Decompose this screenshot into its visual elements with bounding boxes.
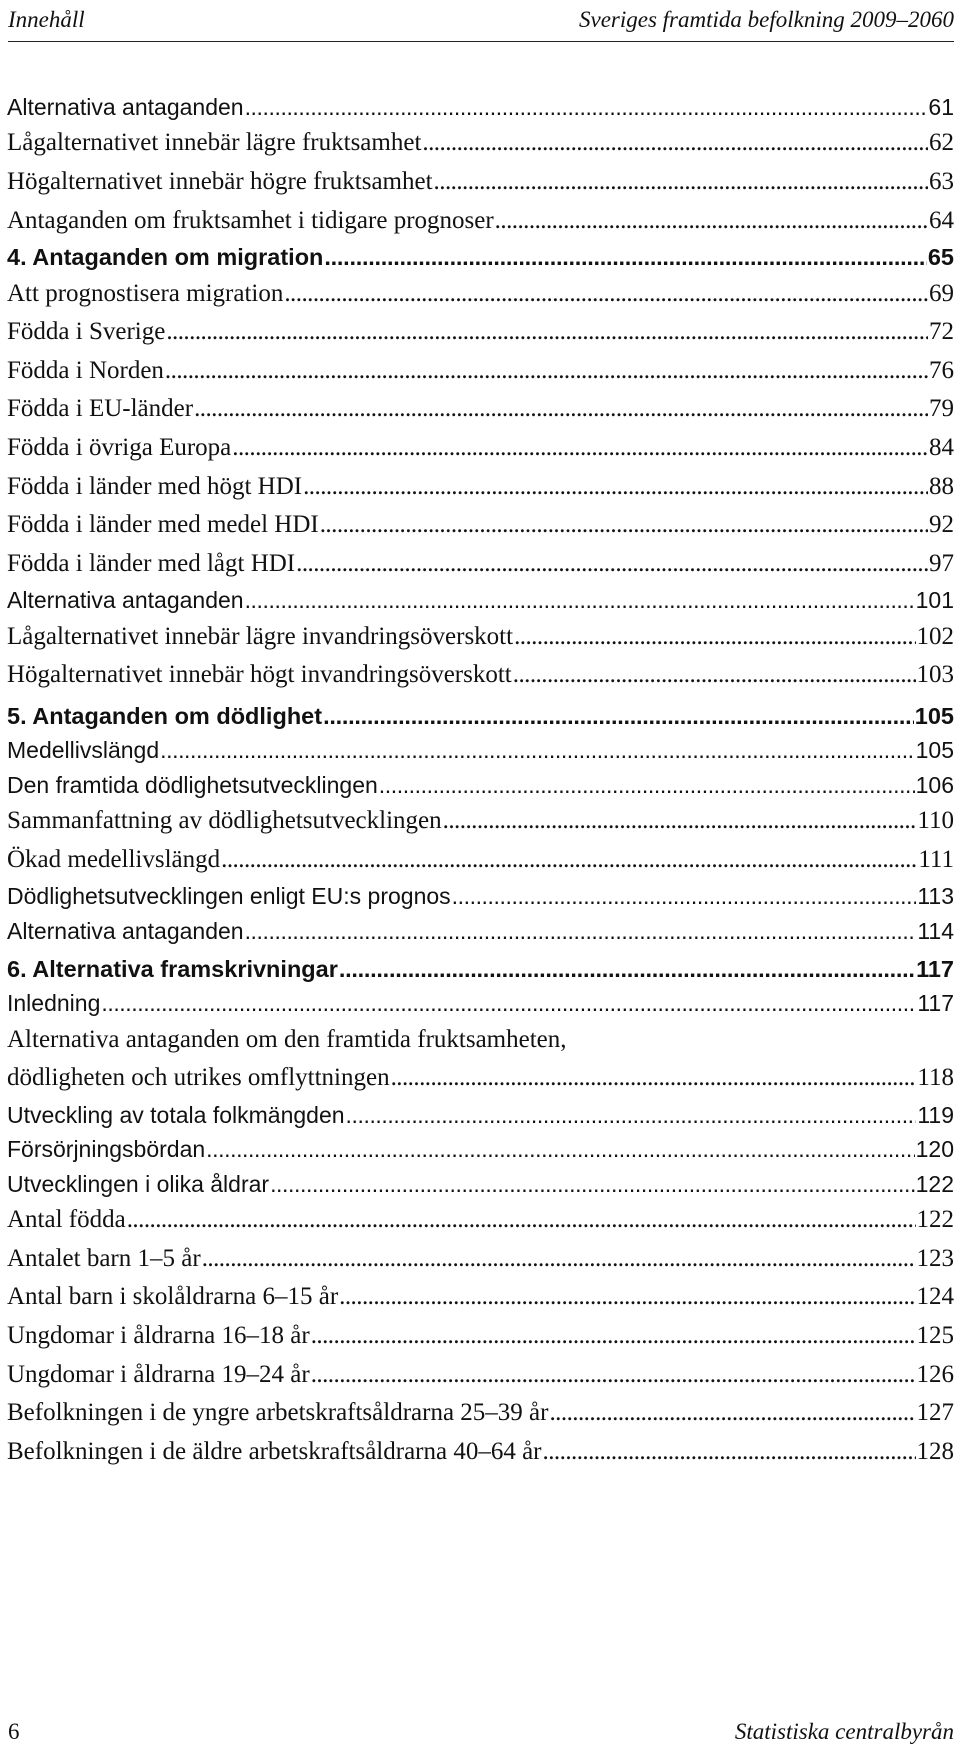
toc-entry-title: Alternativa antaganden <box>7 917 244 944</box>
dot-leader <box>549 1394 915 1433</box>
toc-entry-title: Försörjningsbördan <box>7 1136 206 1163</box>
dot-leader <box>379 768 915 802</box>
toc-entry-title: Lågalternativet innebär lägre fruktsamhet <box>7 129 422 157</box>
header-section-title: Innehåll <box>8 7 85 32</box>
toc-entry-title: Utveckling av totala folkmängden <box>7 1102 345 1128</box>
toc-page-number: 88 <box>929 472 954 500</box>
toc-entry[interactable] <box>7 352 954 391</box>
header-divider <box>8 41 954 42</box>
toc-entry-title: Att prognostisera migration <box>7 279 284 307</box>
toc-page-number: 118 <box>917 1064 954 1092</box>
toc-entry[interactable] <box>7 802 954 841</box>
toc-entry[interactable] <box>7 986 954 1020</box>
toc-page-number: 120 <box>915 1136 954 1163</box>
running-footer <box>8 1712 954 1752</box>
toc-entry[interactable] <box>7 1201 954 1240</box>
dot-leader <box>206 1132 914 1166</box>
toc-page-number: 126 <box>916 1360 954 1388</box>
dot-leader <box>311 1317 916 1356</box>
toc-entry-title: Utvecklingen i olika åldrar <box>7 1170 270 1197</box>
toc-entry[interactable] <box>7 163 954 202</box>
toc-entry-title: Födda i länder med högt HDI <box>7 472 303 500</box>
toc-entry-title: Lågalternativet innebär lägre invandringsöverskott <box>7 622 514 650</box>
toc-page-number: 105 <box>914 702 954 729</box>
dot-leader <box>346 1098 917 1132</box>
toc-page-number: 72 <box>929 318 954 346</box>
toc-page-number: 124 <box>916 1283 954 1311</box>
toc-entry[interactable] <box>7 429 954 468</box>
toc-entry-title: Födda i länder med lågt HDI <box>7 549 296 577</box>
toc-page-number: 105 <box>915 737 954 764</box>
toc-entry[interactable] <box>7 768 954 802</box>
footer-publisher: Statistiska centralbyrån <box>734 1719 954 1744</box>
running-header <box>8 0 954 40</box>
toc-page-number: 123 <box>916 1244 954 1272</box>
dot-leader <box>303 468 928 507</box>
toc-entry[interactable] <box>7 656 954 695</box>
toc-entry-title: Ökad medellivslängd <box>7 845 221 873</box>
dot-leader <box>296 545 928 584</box>
header-publication-title: Sveriges framtida befolkning 2009–2060 <box>579 7 954 32</box>
toc-entry[interactable] <box>7 124 954 163</box>
dot-leader <box>514 618 915 657</box>
toc-entry[interactable] <box>7 390 954 429</box>
toc-entry-title: Dödlighetsutvecklingen enligt EU:s prognos <box>7 883 451 910</box>
dot-leader <box>513 656 916 695</box>
toc-entry[interactable] <box>7 1240 954 1279</box>
toc-entry[interactable] <box>7 1278 954 1317</box>
toc-entry[interactable] <box>7 202 954 241</box>
dot-leader <box>221 841 917 880</box>
dot-leader <box>284 275 928 314</box>
toc-entry-title: Befolkningen i de äldre arbetskraftsåldrarna 40–64 år <box>7 1437 542 1465</box>
toc-page-number: 117 <box>916 956 954 983</box>
dot-leader <box>245 914 917 948</box>
toc-entry[interactable] <box>7 841 954 880</box>
toc-entry-title: Alternativa antaganden <box>7 587 244 614</box>
dot-leader <box>543 1433 916 1472</box>
dot-leader <box>323 699 914 733</box>
toc-entry-title: Den framtida dödlighetsutvecklingen <box>7 771 378 798</box>
toc-entry[interactable] <box>7 90 954 124</box>
footer-page-number: 6 <box>8 1719 20 1744</box>
toc-entry-continuation <box>7 1059 954 1098</box>
toc-entry-multiline[interactable] <box>7 1021 954 1098</box>
toc-page-number: 110 <box>917 807 954 835</box>
toc-page-number: 63 <box>929 167 954 195</box>
toc-page-number: 117 <box>917 990 954 1017</box>
dot-leader <box>270 1167 915 1201</box>
toc-page-number: 127 <box>916 1399 954 1427</box>
dot-leader <box>339 952 915 986</box>
dot-leader <box>166 313 928 352</box>
toc-chapter-entry[interactable] <box>7 240 954 274</box>
toc-page-number: 62 <box>929 129 954 157</box>
toc-page-number: 128 <box>916 1437 954 1465</box>
toc-entry-title: Ungdomar i åldrarna 19–24 år <box>7 1360 310 1388</box>
toc-entry-title: Alternativa antaganden <box>7 94 244 120</box>
dot-leader <box>320 506 928 545</box>
toc-entry-title: Antal barn i skolåldrarna 6–15 år <box>7 1283 339 1311</box>
toc-entry-title: Medellivslängd <box>7 737 160 764</box>
toc-page-number: 69 <box>929 279 954 307</box>
dot-leader <box>160 733 914 767</box>
toc-entry[interactable] <box>7 313 954 352</box>
toc-page-number: 84 <box>929 433 954 461</box>
toc-page-number: 79 <box>929 395 954 423</box>
toc-entry-title-line1: Alternativa antaganden om den framtida fruktsamheten, <box>7 1025 567 1053</box>
toc-entry[interactable] <box>7 468 954 507</box>
toc-entry[interactable] <box>7 583 954 617</box>
toc-entry-title: Befolkningen i de yngre arbetskraftsåldrarna 25–39 år <box>7 1399 549 1427</box>
toc-entry-title: Födda i EU-länder <box>7 395 194 423</box>
toc-entry-title: Antalet barn 1–5 år <box>7 1244 201 1272</box>
dot-leader <box>194 390 928 429</box>
toc-entry-title: Högalternativet innebär högre fruktsamhet <box>7 167 433 195</box>
toc-entry[interactable] <box>7 1167 954 1201</box>
dot-leader <box>101 986 916 1020</box>
dot-leader <box>339 1278 915 1317</box>
toc-entry[interactable] <box>7 1356 954 1395</box>
toc-page-number: 64 <box>929 206 954 234</box>
toc-page-number: 76 <box>929 356 954 384</box>
toc-page-number: 122 <box>915 1170 954 1197</box>
toc-entry[interactable] <box>7 733 954 767</box>
toc-entry[interactable] <box>7 1098 954 1132</box>
toc-page-number: 111 <box>918 845 954 873</box>
dot-leader <box>324 240 926 274</box>
toc-entry[interactable] <box>7 275 954 314</box>
toc-entry-title: Inledning <box>7 990 101 1017</box>
toc-entry-title: Antal födda <box>7 1206 126 1234</box>
toc-entry-title-line2: dödligheten och utrikes omflyttningen <box>7 1064 390 1092</box>
dot-leader <box>165 352 928 391</box>
table-of-contents <box>7 90 954 1471</box>
toc-entry-title: Födda i Sverige <box>7 318 166 346</box>
toc-page-number: 97 <box>929 549 954 577</box>
toc-chapter-entry[interactable] <box>7 699 954 733</box>
toc-chapter-title: 5. Antaganden om dödlighet <box>7 702 323 729</box>
toc-page-number: 92 <box>929 511 954 539</box>
toc-entry[interactable] <box>7 879 954 913</box>
toc-page-number: 113 <box>917 883 954 910</box>
dot-leader <box>245 90 928 124</box>
dot-leader <box>495 202 928 241</box>
toc-chapter-title: 4. Antaganden om migration <box>7 244 324 271</box>
toc-entry[interactable] <box>7 618 954 657</box>
toc-page-number: 101 <box>915 587 954 614</box>
dot-leader <box>311 1356 916 1395</box>
toc-page-number: 114 <box>917 917 954 944</box>
toc-entry[interactable] <box>7 1132 954 1166</box>
dot-leader <box>434 163 928 202</box>
toc-chapter-title: 6. Alternativa framskrivningar <box>7 956 338 983</box>
toc-page-number: 106 <box>915 771 954 798</box>
toc-page-number: 103 <box>916 661 954 689</box>
dot-leader <box>452 879 917 913</box>
toc-entry-title: Födda i övriga Europa <box>7 433 232 461</box>
dot-leader <box>127 1201 916 1240</box>
dot-leader <box>202 1240 916 1279</box>
toc-entry-title: Ungdomar i åldrarna 16–18 år <box>7 1321 310 1349</box>
toc-page-number: 119 <box>917 1102 954 1128</box>
toc-entry[interactable] <box>7 1317 954 1356</box>
dot-leader <box>391 1059 917 1098</box>
toc-page-number: 65 <box>927 244 954 271</box>
toc-chapter-entry[interactable] <box>7 952 954 986</box>
toc-entry-title: Högalternativet innebär högt invandringsöverskott <box>7 661 512 689</box>
dot-leader <box>443 802 917 841</box>
toc-page-number: 125 <box>916 1321 954 1349</box>
toc-entry-title: Antaganden om fruktsamhet i tidigare prognoser <box>7 206 494 234</box>
dot-leader <box>232 429 928 468</box>
toc-page-number: 102 <box>916 622 954 650</box>
dot-leader <box>245 583 915 617</box>
toc-entry[interactable] <box>7 545 954 584</box>
toc-entry[interactable] <box>7 1433 954 1472</box>
toc-entry-title: Sammanfattning av dödlighetsutvecklingen <box>7 807 442 835</box>
toc-entry[interactable] <box>7 914 954 948</box>
toc-entry-title: Födda i länder med medel HDI <box>7 511 319 539</box>
toc-entry-title: Födda i Norden <box>7 356 164 384</box>
toc-page-number: 61 <box>928 94 954 120</box>
toc-entry[interactable] <box>7 1394 954 1433</box>
toc-page-number: 122 <box>916 1206 954 1234</box>
toc-entry[interactable] <box>7 506 954 545</box>
dot-leader <box>422 124 928 163</box>
